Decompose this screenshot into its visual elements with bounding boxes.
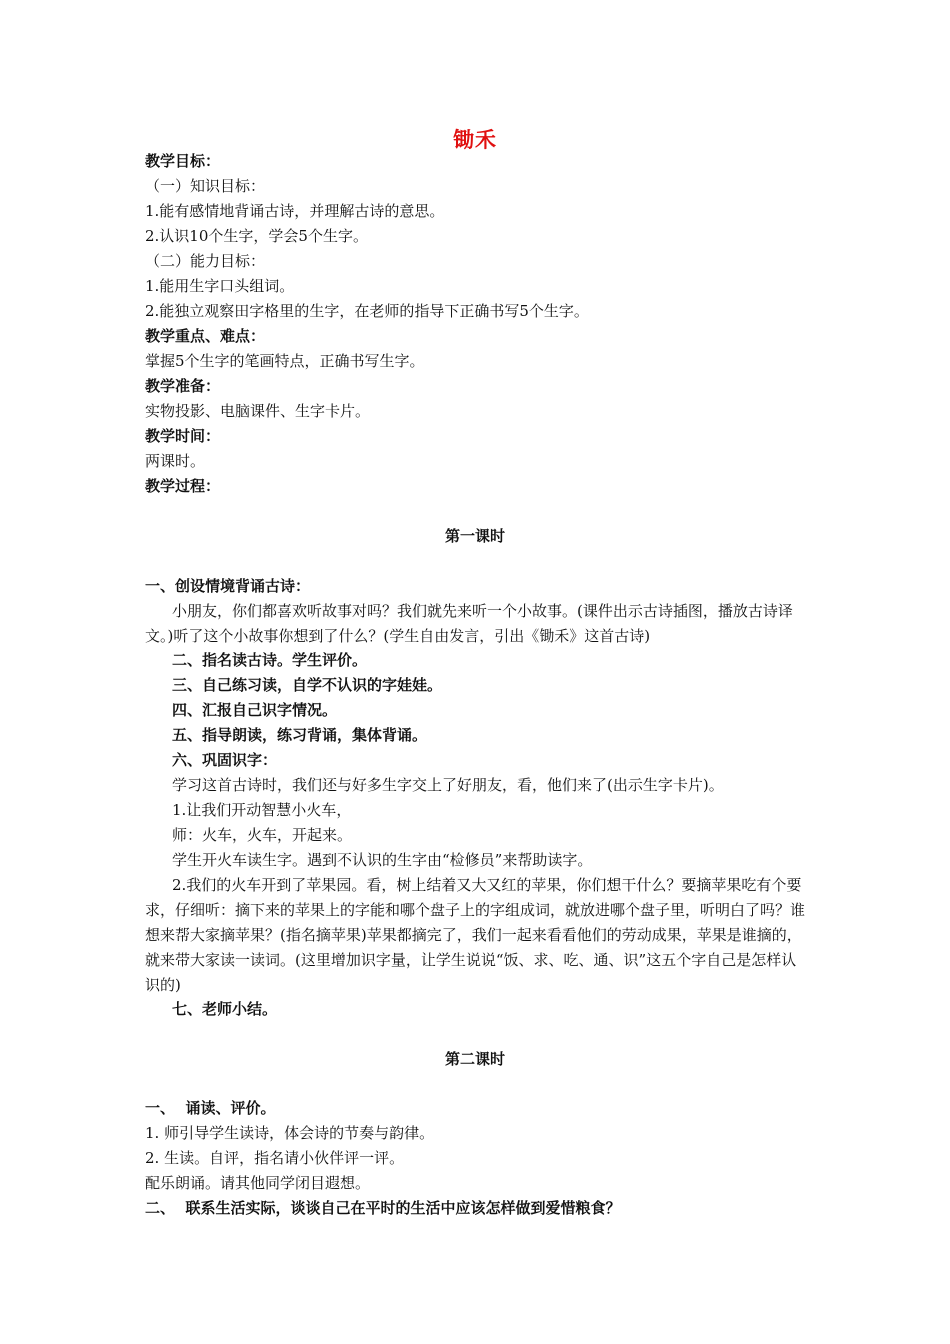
lesson2-step1-item1: 1. 师引导学生读诗，体会诗的节奏与韵律。 [145, 1124, 435, 1142]
lesson1-step4: 四、汇报自己识字情况。 [172, 701, 338, 719]
process-heading: 教学过程： [145, 477, 221, 495]
lesson1-heading: 第一课时 [444, 527, 505, 545]
document-title: 锄禾 [453, 128, 497, 152]
ability-objective-1: 1.能用生字口头组词。 [145, 277, 295, 295]
lesson1-step6-heading: 六、巩固识字： [172, 751, 278, 769]
ability-objectives-heading: （二）能力目标： [145, 252, 266, 270]
lesson1-step1-heading: 一、创设情境背诵古诗： [145, 577, 311, 595]
preparation-heading: 教学准备： [145, 377, 221, 395]
lesson1-step7: 七、老师小结。 [172, 1000, 278, 1018]
lesson1-step3: 三、自己练习读，自学不认识的字娃娃。 [172, 676, 443, 694]
lesson1-step6-item1: 1.让我们开动智慧小火车， [172, 801, 352, 819]
lesson2-step1-item3: 配乐朗诵。请其他同学闭目遐想。 [145, 1174, 371, 1192]
lesson1-step2: 二、指名读古诗。学生评价。 [172, 651, 368, 669]
lesson2-step1-item2: 2. 生读。自评，指名请小伙伴评一评。 [145, 1149, 405, 1167]
knowledge-objective-1: 1.能有感情地背诵古诗，并理解古诗的意思。 [145, 202, 445, 220]
lesson2-step2-heading: 二、 联系生活实际，谈谈自己在平时的生活中应该怎样做到爱惜粮食？ [145, 1199, 621, 1217]
lesson1-step1-text: 小朋友，你们都喜欢听故事对吗？我们就先来听一个小故事。(课件出示古诗插图，播放古诗译文。)听了这个小故事你想到了什么？(学生自由发言，引出《锄禾》这首古诗) [145, 602, 793, 645]
objectives-heading: 教学目标： [145, 152, 221, 170]
lesson1-step5: 五、指导朗读，练习背诵，集体背诵。 [172, 726, 428, 744]
knowledge-objectives-heading: （一）知识目标： [145, 177, 266, 195]
lesson1-step6-students: 学生开火车读生字。遇到不认识的生字由“检修员”来帮助读字。 [172, 851, 593, 869]
key-points-heading: 教学重点、难点： [145, 327, 266, 345]
preparation-text: 实物投影、电脑课件、生字卡片。 [145, 402, 371, 420]
lesson1-step6-teacher: 师：火车，火车，开起来。 [172, 826, 353, 844]
knowledge-objective-2: 2.认识10个生字，学会5个生字。 [145, 227, 368, 245]
lesson1-step6-text: 学习这首古诗时，我们还与好多生字交上了好朋友，看，他们来了(出示生字卡片)。 [172, 776, 724, 794]
time-text: 两课时。 [145, 452, 206, 470]
lesson2-step1-heading: 一、 诵读、评价。 [145, 1099, 276, 1117]
lesson1-step6-item2: 2.我们的火车开到了苹果园。看，树上结着又大又红的苹果，你们想干什么？要摘苹果吃有个要求，仔细听：摘下来的苹果上的字能和哪个盘子上的字组成词，就放进哪个盘子里，听明白了吗？谁想来帮大家摘苹果？(指名摘苹果)苹果都摘完了，我们一起来看看他们的劳动成果，苹果是谁摘的，就来带大家读一读词。(这里增加识字量，让学生说说“饭、求、吃、通、识”这五个字自己是怎样认识的) [145, 876, 806, 994]
key-points-text: 掌握5个生字的笔画特点，正确书写生字。 [145, 352, 425, 370]
lesson2-heading: 第二课时 [444, 1050, 505, 1068]
time-heading: 教学时间： [145, 427, 221, 445]
ability-objective-2: 2.能独立观察田字格里的生字，在老师的指导下正确书写5个生字。 [145, 302, 589, 320]
